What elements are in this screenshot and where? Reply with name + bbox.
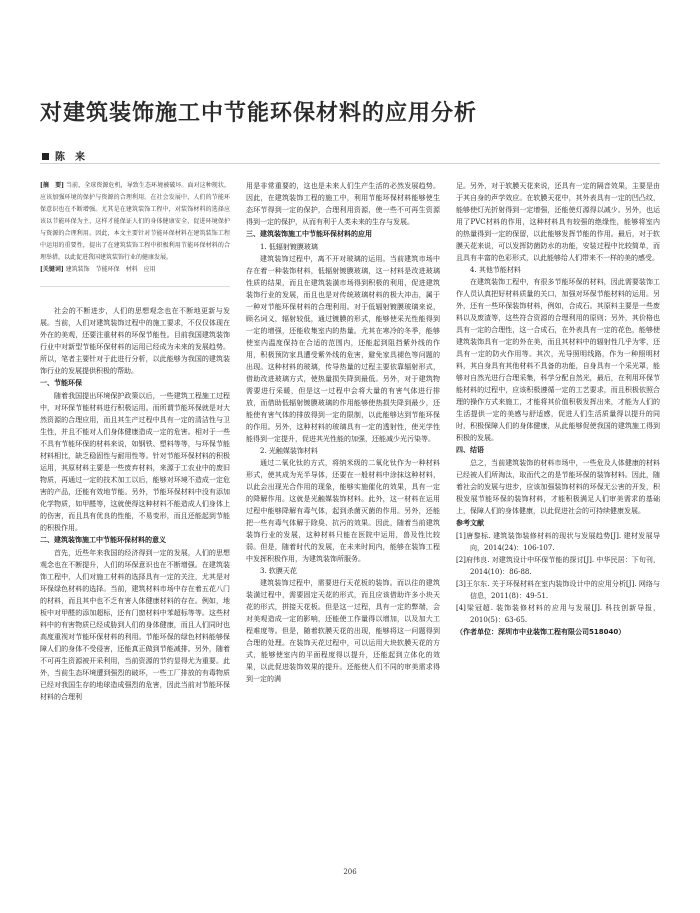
intro-paragraph: 社会的不断进步，人们的思想观念也在不断地更新与发展。当前，人们对建筑装饰过程中的施工要求，不仅仅体现在外在的美观，还要注重材料的环保节能性。目前我国建筑装饰行业中对新型节能环保材料的运用已经成为未来的发展趋势。所以，笔者主要针对于此进行分析，以此能够为我国的建筑装饰行业的发展提供积极的帮助。	[40, 307, 230, 375]
keywords-text: 建筑装饰 节能环保 材料 应用	[65, 266, 156, 273]
subsection-2-paragraph: 通过二氧化钛的方式，将纳米级的二氧化钛作为一种材料形式，使其成为光半导体，还要在一般材料中涂抹这种材料，以此会出现光合作用的现象，能够实施催化的效果，具有一定的降解作用。这就是光触媒装饰材料。此外，这一材料在运用过程中能够降解有毒气体，起到杀菌灭菌的作用。另外，还能把一些有毒气体解于除臭、抗污的效果。因此，随着当前建筑装饰行业的发展，这种材料只能在医院中运用，兽及性比较弱。但是，随着时代的发展，在未来时间内，能够在装饰工程中发挥积极作用，为建筑装饰所服务。	[246, 459, 440, 563]
keywords	[40, 264, 230, 276]
abstract-label: [摘 要]	[40, 182, 64, 189]
header-rule	[40, 163, 660, 164]
conclusion-paragraph: 总之，当前建筑装饰的材料市场中，一些危及人体健康的材料已经被人们所淘汰，取而代之的是节能环保的装饰材料。因此，随着社会的发展与进步，应该加强装饰材料的环保无公害的开发，积极发展节能环保的装饰材料，才能积极满足人们审美需求的基础上，保障人们的身体健康，以此促进社会的可持续健康发展。	[456, 459, 660, 515]
section-heading-3: 三、建筑装饰施工中节能环保材料的应用	[246, 230, 372, 238]
keywords-label: [关键词]	[40, 266, 64, 273]
subsection-heading-2: 2. 光触媒装饰材料	[260, 447, 318, 455]
reference-item: [3]王尔东. 关于环保材料在室内装饰设计中的应用分析[J]. 网络与信息，2011(8)：49-51.	[456, 580, 660, 600]
abstract-text: 当前，全球资源危机，导致生态环境被破坏。面对这种现状，应该加强环境的保护与资源的合理利用。在社会发展中，人们的节能环保意识也在不断增强。尤其是在建筑装饰工程中，对装饰材料的选择应该以节能环保为主，这样才能保证人们的身体健康安全，促进环境保护与资源的合理利用。因此，本文主要针对节能环保材料在建筑装饰工程中运用的重要性，提出了在建筑装饰工程中积极利用节能环保材料的合理举措，以此促进我国建筑装饰行业的健康发展。	[40, 182, 230, 261]
reference-item: [1]唐黎标. 建筑装饰装修材料的现状与发展趋势[J]. 建材发展导向，2014(24)：106-107.	[456, 532, 660, 552]
column-3	[456, 180, 660, 638]
section-1-paragraph: 随着我国提出环境保护政策以后，一些建筑工程施工过程中，对环保节能材料进行积极运用。而所谓节能环保就是对大然资源的合理应用，而且其生产过程中具有一定的清洁性与卫生性，并且不能对人们身体健康造成一定的危害。相对于一些不具有节能环保的材料来说，如钢铁、塑料等等，与环保节能材料相比，缺乏稳固性与耐用性等。针对节能环保材料的积极运用，其原材料主要是一些废弃材料，来源于工农业中的废旧物质，再通过一定的技术加工以后，能够对环境不造成一定危害的产品，还能有效地节能。另外，节能环保材料中没有添加化学物质，如甲醛等，这就使得这种材料不能造成人们身体上的伤害，而且具有优良的性能，不易变形，而且还能起到节能的积极作用。	[40, 392, 230, 532]
subsection-heading-4: 4. 其他节能材料	[470, 266, 521, 274]
section-heading-1: 一、节能环保	[40, 379, 82, 387]
subsection-heading-1: 1. 低辐射镀膜玻璃	[260, 243, 318, 251]
reference-item: [4]梁冠超. 装饰装修材料的应用与发展[J]. 科技创新导报，2010(5)：63-65.	[456, 604, 660, 624]
continued-paragraph: 用是非常重要的，这也是未来人们生产生活的必然发展趋势。因此，在建筑装饰工程的施工中，利用节能环保材料能够使生态环节得到一定的保护，合理利用资源，使一些不可再生资源得到一定的保护，从而有利于人类未来的生存与发展。	[246, 182, 440, 226]
continued-paragraph-2: 足。另外，对于软膜天花来说，还具有一定的隔音效果，主要是由于其自身的声学效应。在软膜天花中，其外表具有一定的凹凸纹，能够使灯光折射得到一定增强，还能使灯源得以减少。另外，也运用了PVC材料的作用，这种材料具有较强的绝缘性，能够将室内的热量得到一定的保留，以此能够发挥节能的作用。最后，对于软膜天花来说，可以发挥防菌防水的功能，安装过程中比较简单，而且具有丰富的色彩形式，以此能够给人们带来不一样的美的感受。	[456, 182, 660, 262]
reference-item: [2]府伟良. 对建筑设计中环保节能的探讨[J]. 中华民居：下旬刊，2014(10)：86-88.	[456, 556, 660, 576]
abstract	[40, 180, 230, 264]
subsection-3-paragraph: 建筑装饰过程中，需要进行天花板的装饰。而以往的建筑装潢过程中，需要固定天花的形式，而且应该借助许多小块天花的形式，拼接天花板。但是这一过程，具有一定的弊端，会对美观造成一定的影响，还能使工作量得以增加，以及加大工程难度等。但是，随着软膜天花的出现，能够将这一问题得到合理的处理。在装饰天花过程中，可以运用大块软膜天花的方式，能够使室内的平面程度得以提升，还能起到立体化的效果，以此促进装饰效果的提升。还能使人们不同的审美需求得到一定的满	[246, 579, 440, 683]
subsection-heading-3: 3. 软膜天花	[260, 567, 297, 575]
section-heading-4: 四、结语	[456, 446, 484, 454]
page-number: 206	[343, 868, 357, 876]
column-1	[40, 180, 230, 703]
author-affiliation: （作者单位：深圳市中业装饰工程有限公司518040）	[456, 628, 626, 636]
column-2	[246, 180, 440, 685]
subsection-4-paragraph: 在建筑装饰工程中，有很多节能环保的材料，因此需要装饰工作人员认真把好材料质量的关口，加强对环保节能材料的运用。另外，还有一些环保装饰材料，例如，合成石。其原料主要是一些废料以及废渣等，这些符合资源的合理利用的原则；另外，其价格也具有一定的合理性，这一合成石，在外表具有一定的花色，能够使建筑装饰具有一定的外在美，而且其材料中的辐射性几乎为零，还具有一定的防火作用等。其次，光导照明线路，作为一种照明材料，其自身具有其他材料不具备的功能，自身具有一个采光罩，能够对自然光进行合理采集，科学分配自然光，最后，在利用环保节能材料的过程中，应该积极遵循一定的工艺要求，而且积极依照合理的操作方式来施工，才能将其价值积极发挥出来，才能为人们的生活提供一定的美感与舒适感，促进人们生活质量得以提升的同时，积极保障人们的身体健康，从此能够促使我国的建筑施工得到积极的发展。	[456, 278, 660, 442]
article-title: 对建筑装饰施工中节能环保材料的应用分析	[40, 101, 478, 126]
references-list	[456, 530, 660, 626]
square-bullet-icon	[42, 153, 49, 160]
author-line	[42, 148, 85, 163]
references-heading: 参考文献	[456, 519, 484, 527]
section-heading-2: 二、建筑装饰施工中节能环保材料的意义	[40, 536, 166, 544]
subsection-1-paragraph: 建筑装饰过程中，离不开对玻璃的运用。当前建筑市场中存在着一种装饰材料，低辐射镀膜玻璃，这一材料是改进玻璃性质的结果，而且在建筑装潢市场得到积极的利用，促进建筑装饰行业的发展，而且也是对传统玻璃材料的极大冲击，属于一种对节能环保材料的合理利用。对于低辐射镀膜玻璃来说，顾名词义，辐射较低，通过镀膜的形式，能够使采光性能得到一定的增强，还能收集室内的热量。尤其在寒冷的冬季，能够使室内温度保持在合适的范围内，还能起到阻挡紫外线的作用，积极预防家具遭受紫外线的危害，避免家具褪色等问题的出现。这种材料的玻璃，传导热量的过程主要依靠辐射形式，借助改进玻璃方式，使热量损失降到最低。另外，对于建筑物需要进行采暖，但是这一过程中会将大量的有害气体进行排放，而借助低辐射镀膜玻璃的作用能够使热损失降到最少，还能使有害气体的排放得到一定的限制，以此能够达到节能环保的作用。另外，这种材料的玻璃具有一定的透射性，使光学性能得到一定提升，促进其光性能的加强，还能减少光污染等。	[246, 255, 440, 443]
abstract-divider	[40, 286, 230, 287]
section-2-paragraph: 首先，近些年来我国的经济得到一定的发展，人们的思想观念也在不断提升，人们的环保意识也在不断增强。在建筑装饰工程中，人们对施工材料的选择具有一定的关注，尤其是对环保绿色材料的选择。当前，建筑材料市场中存在着五花八门的材料，而且其中也不乏有害人体健康材料的存在。例如，地板中对甲醛的添加超标，还有门窗材料中苯超标等等。这些材料中的有害物质已经成胁到人们的身体健康，而且人们同时也高度重视对节能环保材料的利用。节能环保的绿色材料能够保障人们的身体不受侵害，还能真正做到节能减排。另外，随着不可再生资源被开采利用，当前资源的节约显得尤为重要。此外，当前生态环境遭到强烈的破坏，一些工厂排放的有毒物质已经对我国生存的地球造成强烈的危害，因此当前对节能环保材料的合理利	[40, 549, 230, 701]
author-name: 陈 来	[55, 152, 85, 163]
